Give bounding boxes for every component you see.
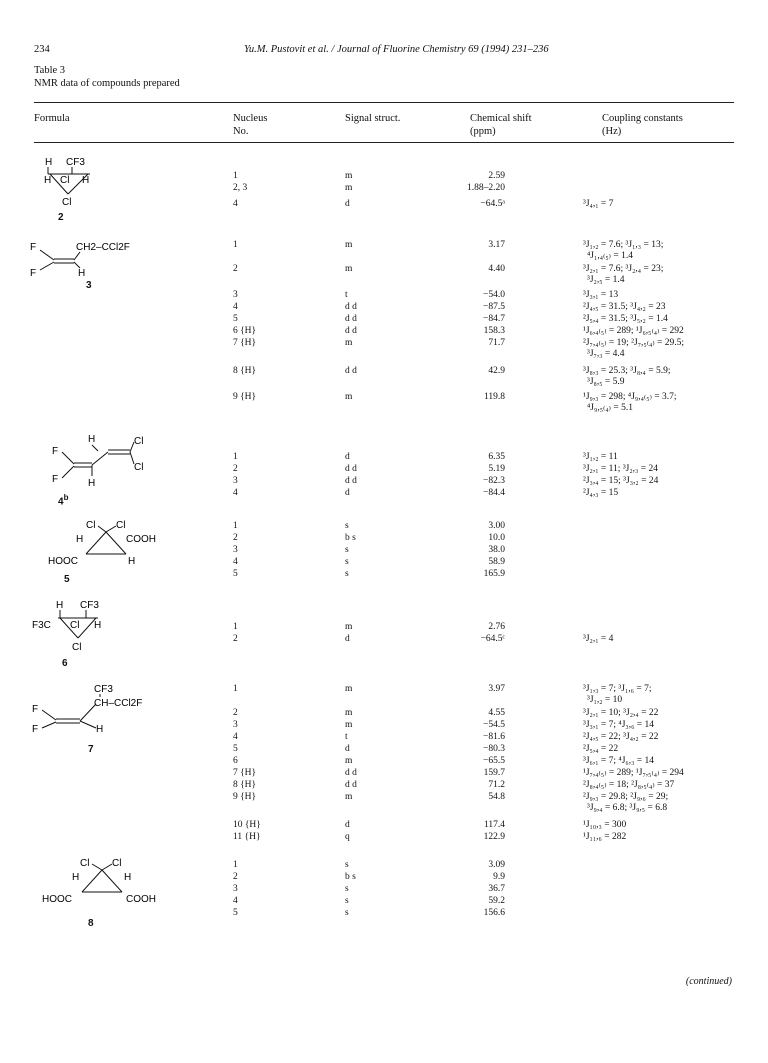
shift-cell: 4.40 [488, 264, 505, 274]
col-header-shift: Chemical shift (ppm) [470, 113, 532, 137]
shift-cell: −87.5 [483, 302, 505, 312]
signal-cell: d d [345, 780, 357, 790]
coupling-cell: ³J₃,₁ = 13 [583, 290, 619, 300]
signal-cell: m [345, 622, 353, 632]
atom-label: Cl [80, 858, 90, 869]
signal-cell: m [345, 240, 353, 250]
shift-cell: 10.0 [488, 533, 505, 543]
signal-cell: b s [345, 872, 356, 882]
nucleus-cell: 1 [233, 860, 238, 870]
signal-cell: d [345, 488, 350, 498]
signal-cell: q [345, 832, 350, 842]
coupling-cell: ²J₄,₅ = 31.5; ³J₄,₂ = 23 [583, 302, 666, 312]
atom-label: Cl [60, 175, 70, 186]
nucleus-cell: 5 [233, 908, 238, 918]
coupling-cell-cont: ³J₇,₃ = 4.4 [587, 349, 625, 359]
signal-cell: t [345, 732, 348, 742]
shift-cell: 159.7 [483, 768, 505, 778]
shift-cell: 2.76 [488, 622, 505, 632]
atom-label: CF3 [80, 600, 99, 611]
signal-cell: m [345, 720, 353, 730]
col-header-signal: Signal struct. [345, 113, 401, 124]
shift-cell: 122.9 [483, 832, 505, 842]
atom-label: Cl [116, 520, 126, 531]
signal-cell: d d [345, 768, 357, 778]
nucleus-cell: 4 [233, 732, 238, 742]
continued-note: (continued) [685, 976, 732, 987]
nucleus-cell: 2 [233, 533, 238, 543]
shift-cell: 165.9 [483, 569, 505, 579]
nucleus-cell: 4 [233, 302, 238, 312]
atom-label: CF3 [66, 157, 85, 168]
nucleus-cell: 5 [233, 744, 238, 754]
shift-cell: 54.8 [488, 792, 505, 802]
atom-label: Cl [134, 462, 144, 473]
nucleus-cell: 9 {H} [233, 392, 257, 402]
journal-citation: Yu.M. Pustovit et al. / Journal of Fluorine Chemistry 69 (1994) 231–236 [244, 44, 549, 55]
atom-label: Cl [134, 436, 144, 447]
atom-label: CH–CCl2F [94, 698, 143, 709]
compound-label: 3 [86, 280, 92, 291]
atom-label: H [56, 600, 64, 611]
signal-cell: m [345, 264, 353, 274]
atom-label: F [52, 446, 59, 457]
structure-3 [30, 236, 150, 286]
coupling-cell: ²J₃,₄ = 15; ³J₃,₂ = 24 [583, 476, 659, 486]
nucleus-cell: 4 [233, 199, 238, 209]
coupling-cell: ²J₄,₃ = 15 [583, 488, 619, 498]
compound-label: 6 [62, 658, 68, 669]
compound-label: 8 [88, 918, 94, 929]
atom-label: F [30, 268, 37, 279]
signal-cell: t [345, 290, 348, 300]
col-header-formula: Formula [34, 113, 70, 124]
structure-4 [30, 430, 160, 490]
nucleus-cell: 2 [233, 708, 238, 718]
shift-cell: 3.97 [488, 684, 505, 694]
atom-label: HOOC [48, 556, 78, 567]
coupling-cell: ³J₃,₁ = 7; ⁴J₃,₆ = 14 [583, 720, 655, 730]
table-caption: NMR data of compounds prepared [34, 78, 180, 89]
nucleus-cell: 6 {H} [233, 326, 257, 336]
nucleus-cell: 1 [233, 171, 238, 181]
structure-5 [30, 518, 160, 572]
coupling-cell: ³J₂,₁ = 10; ³J₂,₄ = 22 [583, 708, 659, 718]
nucleus-cell: 3 [233, 884, 238, 894]
shift-cell: 5.19 [488, 464, 505, 474]
shift-cell: 119.8 [483, 392, 505, 402]
nucleus-cell: 5 [233, 569, 238, 579]
shift-cell: 2.59 [488, 171, 505, 181]
shift-cell: 156.6 [483, 908, 505, 918]
atom-label: H [45, 157, 53, 168]
nucleus-cell: 2 [233, 264, 238, 274]
nucleus-cell: 3 [233, 720, 238, 730]
signal-cell: d d [345, 326, 357, 336]
atom-label: H [88, 434, 96, 445]
coupling-cell: ³J₁,₂ = 11 [583, 452, 618, 462]
atom-label: H [72, 872, 80, 883]
coupling-cell-cont: ⁴J₁,₄₍₅₎ = 1.4 [587, 251, 633, 261]
coupling-cell: ³J₆,₁ = 7; ⁴J₆,₃ = 14 [583, 756, 655, 766]
coupling-cell: ²J₅,₄ = 31.5; ³J₅,₂ = 1.4 [583, 314, 668, 324]
signal-cell: m [345, 338, 353, 348]
coupling-cell: ²J₈,₄₍₅₎ = 18; ²J₈,₅₍₄₎ = 37 [583, 780, 675, 790]
nucleus-cell: 2 [233, 634, 238, 644]
shift-cell: −64.5ᶜ [480, 634, 505, 644]
shift-cell: −84.7 [483, 314, 505, 324]
nucleus-cell: 3 [233, 545, 238, 555]
shift-cell: −65.5 [483, 756, 505, 766]
shift-cell: −54.0 [483, 290, 505, 300]
atom-label: Cl [70, 620, 80, 631]
atom-label: COOH [126, 894, 156, 905]
coupling-cell: ¹J₁₁,₆ = 282 [583, 832, 627, 842]
shift-cell: 36.7 [488, 884, 505, 894]
coupling-cell: ¹J₇,₄₍₅₎ = 289; ¹J₇,₅₍₄₎ = 294 [583, 768, 684, 778]
coupling-cell: ²J₄,₅ = 22; ³J₄,₂ = 22 [583, 732, 659, 742]
shift-cell: −81.6 [483, 732, 505, 742]
coupling-cell: ³J₄,₁ = 7 [583, 199, 614, 209]
nucleus-cell: 7 {H} [233, 338, 257, 348]
nucleus-cell: 7 {H} [233, 768, 257, 778]
signal-cell: s [345, 557, 349, 567]
shift-cell: −82.3 [483, 476, 505, 486]
atom-label: H [124, 872, 132, 883]
table-label: Table 3 [34, 65, 66, 76]
shift-cell: 59.2 [488, 896, 505, 906]
page-number: 234 [34, 44, 50, 55]
shift-cell: 117.4 [483, 820, 505, 830]
atom-label: Cl [86, 520, 96, 531]
signal-cell: b s [345, 533, 356, 543]
atom-label: F [32, 724, 39, 735]
running-header [34, 44, 734, 58]
atom-label: F [32, 704, 39, 715]
nucleus-cell: 1 [233, 240, 238, 250]
signal-cell: d [345, 452, 350, 462]
coupling-cell: ³J₁,₃ = 7; ³J₁,₆ = 7; [583, 684, 652, 694]
atom-label: H [94, 620, 102, 631]
col-header-coupling: Coupling constants (Hz) [602, 113, 683, 137]
shift-cell: −84.4 [483, 488, 505, 498]
coupling-cell: ¹J₁₀,₃ = 300 [583, 820, 627, 830]
signal-cell: d d [345, 464, 357, 474]
nucleus-cell: 8 {H} [233, 366, 257, 376]
atom-label: Cl [72, 642, 82, 653]
nucleus-cell: 1 [233, 452, 238, 462]
shift-cell: 4.55 [488, 708, 505, 718]
nucleus-cell: 3 [233, 290, 238, 300]
signal-cell: m [345, 392, 353, 402]
col-header-nucleus: Nucleus No. [233, 113, 268, 137]
atom-label: F [52, 474, 59, 485]
shift-cell: 58.9 [488, 557, 505, 567]
structure-6 [30, 594, 120, 654]
shift-cell: 42.9 [488, 366, 505, 376]
signal-cell: m [345, 183, 353, 193]
coupling-cell: ²J₉,₃ = 29.8; ²J₉,₆ = 29; [583, 792, 669, 802]
signal-cell: d [345, 634, 350, 644]
atom-label: H [76, 534, 84, 545]
structure-2 [30, 150, 110, 210]
nucleus-cell: 8 {H} [233, 780, 257, 790]
shift-cell: −80.3 [483, 744, 505, 754]
shift-cell: −54.5 [483, 720, 505, 730]
signal-cell: d d [345, 366, 357, 376]
coupling-cell-cont: ³J₉,₄ = 6.8; ³J₉,₅ = 6.8 [587, 803, 668, 813]
nucleus-cell: 2, 3 [233, 183, 248, 193]
signal-cell: s [345, 908, 349, 918]
nucleus-cell: 4 [233, 896, 238, 906]
signal-cell: s [345, 896, 349, 906]
atom-label: HOOC [42, 894, 72, 905]
signal-cell: s [345, 521, 349, 531]
atom-label: COOH [126, 534, 156, 545]
coupling-cell-cont: ⁴J₉,₅₍₄₎ = 5.1 [587, 403, 633, 413]
shift-cell: 3.00 [488, 521, 505, 531]
atom-label: F3C [32, 620, 51, 631]
nucleus-cell: 4 [233, 557, 238, 567]
signal-cell: d [345, 199, 350, 209]
nucleus-cell: 3 [233, 476, 238, 486]
shift-cell: 71.2 [488, 780, 505, 790]
shift-cell: 9.9 [493, 872, 505, 882]
signal-cell: m [345, 708, 353, 718]
atom-label: CH2–CCl2F [76, 242, 130, 253]
shift-cell: 1.88–2.20 [467, 183, 505, 193]
nucleus-cell: 1 [233, 684, 238, 694]
atom-label: Cl [112, 858, 122, 869]
compound-label: 2 [58, 212, 64, 223]
signal-cell: m [345, 171, 353, 181]
atom-label: H [44, 175, 52, 186]
signal-cell: s [345, 545, 349, 555]
coupling-cell-cont: ³J₁,₂ = 10 [587, 695, 623, 705]
nucleus-cell: 2 [233, 872, 238, 882]
coupling-cell: ³J₂,₁ = 7.6; ³J₂,₄ = 23; [583, 264, 664, 274]
coupling-cell: ³J₁,₂ = 7.6; ³J₁,₃ = 13; [583, 240, 664, 250]
shift-cell: −64.5ᵃ [480, 199, 505, 209]
atom-label: CF3 [94, 684, 113, 695]
structure-7 [30, 682, 160, 742]
coupling-cell: ²J₇,₄₍₅₎ = 19; ²J₇,₅₍₄₎ = 29.5; [583, 338, 685, 348]
shift-cell: 6.35 [488, 452, 505, 462]
coupling-cell-cont: ³J₂,₅ = 1.4 [587, 275, 625, 285]
nucleus-cell: 10 {H} [233, 820, 261, 830]
signal-cell: m [345, 792, 353, 802]
atom-label: H [88, 478, 96, 489]
shift-cell: 3.09 [488, 860, 505, 870]
nucleus-cell: 6 [233, 756, 238, 766]
atom-label: H [128, 556, 136, 567]
coupling-cell: ¹J₉,₃ = 298; ⁴J₉,₄₍₅₎ = 3.7; [583, 392, 677, 402]
signal-cell: s [345, 860, 349, 870]
atom-label: Cl [62, 197, 72, 208]
shift-cell: 38.0 [488, 545, 505, 555]
atom-label: H [82, 175, 90, 186]
signal-cell: s [345, 884, 349, 894]
coupling-cell-cont: ³J₈,₅ = 5.9 [587, 377, 625, 387]
compound-label: 5 [64, 574, 70, 585]
atom-label: H [78, 268, 86, 279]
coupling-cell: ³J₂,₁ = 4 [583, 634, 614, 644]
nucleus-cell: 9 {H} [233, 792, 257, 802]
nucleus-cell: 5 [233, 314, 238, 324]
signal-cell: d d [345, 302, 357, 312]
structure-8 [30, 856, 160, 916]
atom-label: F [30, 242, 37, 253]
nucleus-cell: 1 [233, 622, 238, 632]
signal-cell: d [345, 820, 350, 830]
coupling-cell: ³J₈,₃ = 25.3; ³J₈,₄ = 5.9; [583, 366, 671, 376]
compound-label: 4$^b$ [58, 493, 69, 508]
signal-cell: d [345, 744, 350, 754]
signal-cell: m [345, 756, 353, 766]
signal-cell: d d [345, 314, 357, 324]
shift-cell: 3.17 [488, 240, 505, 250]
nucleus-cell: 4 [233, 488, 238, 498]
compound-label: 7 [88, 744, 94, 755]
nucleus-cell: 1 [233, 521, 238, 531]
coupling-cell: ²J₅,₄ = 22 [583, 744, 619, 754]
signal-cell: s [345, 569, 349, 579]
table-top-rule [34, 102, 734, 103]
coupling-cell: ³J₂,₁ = 11; ³J₂,₃ = 24 [583, 464, 658, 474]
coupling-cell: ¹J₆,₄₍₅₎ = 289; ¹J₆,₅₍₄₎ = 292 [583, 326, 684, 336]
signal-cell: m [345, 684, 353, 694]
nucleus-cell: 11 {H} [233, 832, 261, 842]
nucleus-cell: 2 [233, 464, 238, 474]
shift-cell: 158.3 [483, 326, 505, 336]
table-header-rule [34, 142, 734, 143]
signal-cell: d d [345, 476, 357, 486]
atom-label: H [96, 724, 104, 735]
shift-cell: 71.7 [488, 338, 505, 348]
